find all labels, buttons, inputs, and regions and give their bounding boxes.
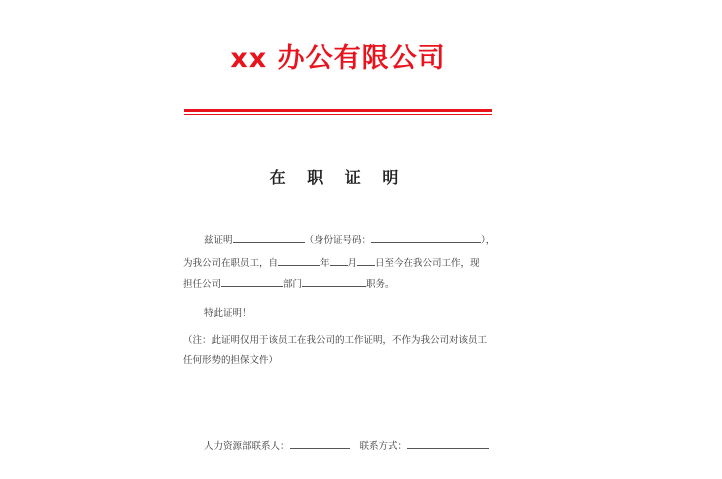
header-rule-thin — [184, 114, 492, 115]
hr-contact-blank — [290, 439, 350, 449]
year-blank — [278, 256, 320, 266]
department-blank — [221, 277, 283, 287]
hr-contact-label: 人力资源部联系人： — [204, 441, 290, 452]
note-line-1: （注：此证明仅用于该员工在我公司的工作证明，不作为我公司对该员工 — [183, 335, 488, 346]
certify-statement: 特此证明！ — [204, 308, 252, 319]
certify-prefix: 兹证明 — [204, 235, 233, 246]
line1-suffix: ）， — [481, 235, 496, 246]
department-label: 部门 — [283, 279, 303, 290]
company-name: xx 办公有限公司 — [230, 43, 446, 74]
employment-text: 为我公司在职员工，自 — [183, 258, 279, 269]
month-label: 月 — [347, 258, 358, 269]
id-number-label: （身份证号码： — [304, 235, 372, 246]
duty-label: 职务。 — [366, 279, 395, 290]
body-line-2 — [183, 255, 480, 269]
body-line-3 — [183, 276, 395, 290]
document-title: 在 职 证 明 — [269, 168, 407, 187]
day-text: 日至今在我公司工作，现 — [375, 258, 480, 269]
id-number-blank — [371, 233, 481, 243]
position-prefix: 担任公司 — [183, 279, 222, 290]
year-label: 年 — [320, 258, 330, 269]
position-blank — [302, 277, 366, 287]
body-line-1 — [204, 232, 495, 246]
name-blank — [233, 233, 305, 243]
header-rule-thick — [184, 109, 492, 112]
contact-method-blank — [407, 439, 489, 449]
note-line-2: 任何形势的担保文件） — [183, 355, 279, 366]
footer-contacts — [204, 438, 489, 452]
contact-method-label: 联系方式： — [359, 441, 408, 452]
month-blank — [330, 256, 348, 266]
day-blank — [357, 256, 375, 266]
